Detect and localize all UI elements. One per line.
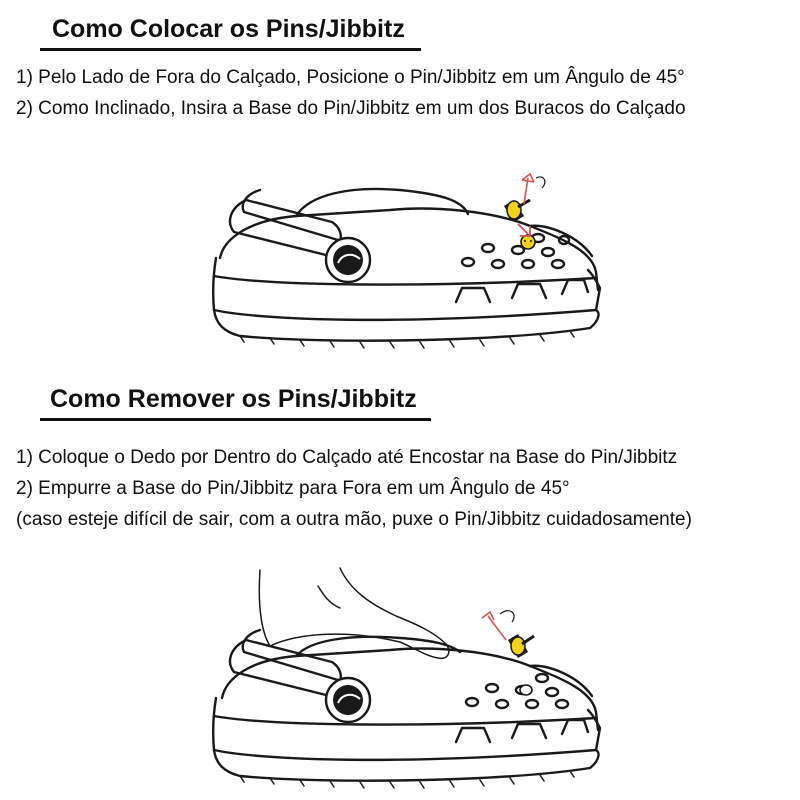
remove-step-1: 1) Coloque o Dedo por Dentro do Calçado até Encostar na Base do Pin/Jibbitz — [16, 447, 678, 468]
remove-step-3: (caso esteje difícil de sair, com a outra mão, puxe o Pin/Jibbitz cuidadosamente) — [16, 509, 692, 530]
pin-base-icon — [520, 685, 532, 695]
clog-holes — [462, 234, 569, 268]
place-steps-list — [16, 62, 686, 124]
place-step-2: 2) Como Inclinado, Insira a Base do Pin/Jibbitz em um dos Buracos do Calçado — [16, 98, 686, 119]
pin-coming-out-icon — [508, 634, 534, 658]
clog-with-finger-pushing-pin-icon — [200, 560, 620, 800]
place-step-1: 1) Pelo Lado de Fora do Calçado, Posicione o Pin/Jibbitz em um Ângulo de 45° — [16, 67, 685, 88]
pin-in-hole-icon — [521, 235, 535, 249]
clog-outline — [213, 189, 600, 348]
remove-step-2: 2) Empurre a Base do Pin/Jibbitz para Fora em um Ângulo de 45° — [16, 478, 570, 499]
section-title-place: Como Colocar os Pins/Jibbitz — [40, 14, 421, 51]
clog-rivet-logo — [326, 678, 370, 722]
clog-outline — [213, 630, 600, 788]
angle-arrow-icon — [482, 611, 514, 640]
clog-with-pin-insert-icon — [200, 160, 620, 350]
clog-rivet-logo — [326, 238, 370, 282]
section-title-remove: Como Remover os Pins/Jibbitz — [40, 384, 431, 421]
hand-icon — [259, 568, 449, 658]
remove-steps-list — [16, 442, 692, 535]
clog-holes — [466, 674, 568, 708]
